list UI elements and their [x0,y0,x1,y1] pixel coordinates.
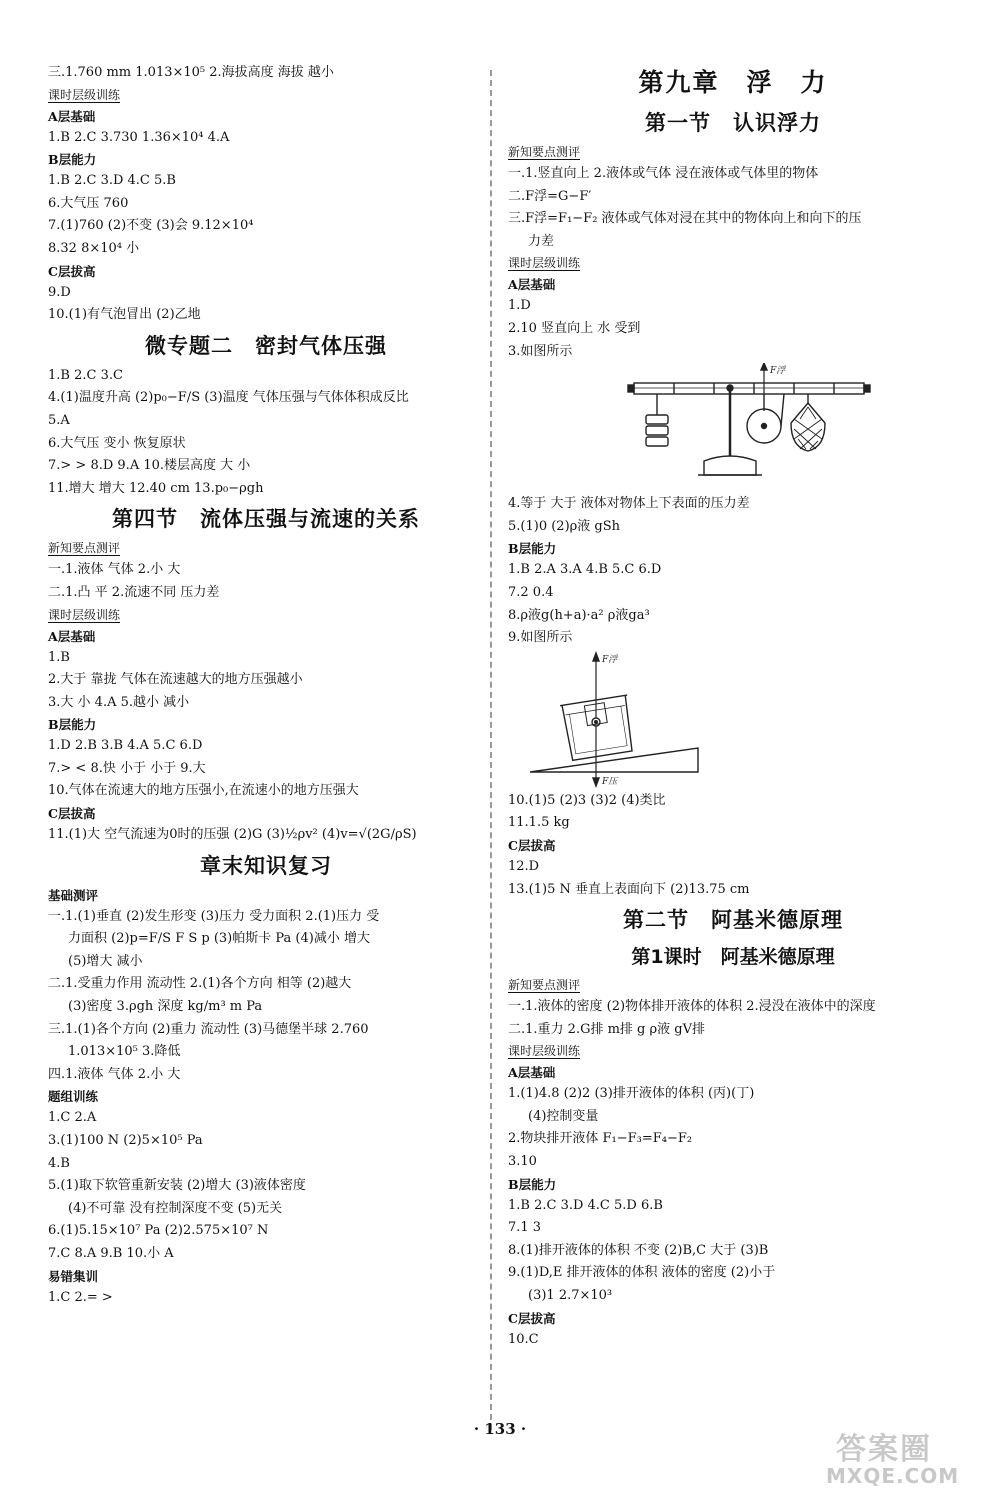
right-section-b [508,493,958,650]
answer-line: 12.D [508,858,540,874]
right-column [508,62,958,1351]
watermark [822,1420,982,1490]
section-label: B层能力 [508,541,557,557]
answer-line: 10.(1)有气泡冒出 (2)乙地 [48,307,201,323]
answer-line: 2.10 竖直向上 水 受到 [508,320,641,336]
answer-line: 7.1 3 [508,1220,542,1236]
heading: 章末知识复习 [200,853,332,878]
section-label: 课时层级训练 [48,87,121,102]
watermark-top: 答案圈 [836,1432,932,1467]
answer-line: 9.D [48,284,71,300]
answer-line: (3)密度 3.ρgh 深度 kg/m³ m Pa [68,999,263,1015]
page-number: · 133 · [473,1420,527,1438]
section-label: 新知要点测评 [508,978,581,993]
answer-line: 2.大于 靠拢 气体在流速越大的地方压强越小 [48,672,303,688]
answer-line: 6.大气压 760 [48,195,129,211]
answer-line: 1.D [508,298,531,314]
answer-line: 8.32 8×10⁴ 小 [48,240,140,256]
answer-line: 1.B 2.A 3.A 4.B 5.C 6.D [508,562,662,578]
pressure-label: F压 [602,776,618,787]
section-label: C层拔高 [508,837,556,853]
buoyancy-label: F浮 [602,654,618,665]
answer-line: (4)控制变量 [528,1108,599,1124]
answer-line: 11.(1)大 空气流速为0时的压强 (2)G (3)½ρv² (4)v=√(2G/ρS) [48,827,417,843]
answer-line: 一.1.竖直向上 2.液体或气体 浸在液体或气体里的物体 [508,166,819,181]
answer-line: (3)1 2.7×10³ [528,1288,613,1304]
answer-line: 1.B 2.C 3.C [48,367,123,383]
answer-line: 13.(1)5 N 垂直上表面向下 (2)13.75 cm [508,881,750,897]
answer-line: 二.1.重力 2.G排 m排 g ρ液 gV排 [508,1021,705,1037]
section-label: B层能力 [508,1176,557,1192]
answer-line: 4.B [48,1155,70,1171]
column-divider [490,70,492,1430]
answer-line: 7.> > 8.D 9.A 10.楼层高度 大 小 [48,458,251,474]
answer-line: 1.C 2.= > [48,1289,113,1305]
answer-line: 力差 [528,233,555,249]
answer-line: 4.(1)温度升高 (2)p₀−F/S (3)温度 气体压强与气体体积成反比 [48,390,409,406]
answer-line: 力面积 (2)p=F/S F S p (3)帕斯卡 Pa (4)减小 增大 [68,931,370,947]
answer-line: 1.(1)4.8 (2)2 (3)排开液体的体积 (丙)(丁) [508,1086,755,1102]
answer-line: 3.10 [508,1154,537,1170]
answer-line: 8.ρ液g(h+a)·a² ρ液ga³ [508,607,650,623]
answer-line: 7.2 0.4 [508,584,554,600]
answer-line: 7.> < 8.快 小于 小于 9.大 [48,760,206,776]
answer-line: 一.1.液体的密度 (2)物体排开液体的体积 2.浸没在液体中的深度 [508,999,876,1015]
answer-line: 6.大气压 变小 恢复原状 [48,435,186,451]
section-label: 基础测评 [48,887,99,903]
answer-line: 7.(1)760 (2)不变 (3)会 9.12×10⁴ [48,218,254,234]
section-label: 课时层级训练 [508,1044,581,1059]
right-section-c [508,790,958,1352]
heading: 第一节 认识浮力 [645,111,821,135]
heading: 第四节 流体压强与流速的关系 [112,507,420,532]
section-label: 新知要点测评 [508,145,581,159]
beaker [562,695,634,760]
answer-line: 11.增大 增大 12.40 cm 13.p₀−ρgh [48,480,264,496]
section-label: 新知要点测评 [48,541,121,556]
answer-line: 11.1.5 kg [508,815,570,831]
answer-line: 3.如图所示 [508,343,573,359]
section-label: A层基础 [508,277,556,293]
answer-line: 2.物块排开液体 F₁−F₃=F₄−F₂ [508,1131,693,1147]
net-ball [791,403,825,451]
answer-line: 1.B 2.C 3.730 1.36×10⁴ 4.A [48,129,230,145]
answer-line: 二.1.凸 平 2.流速不同 压力差 [48,584,220,600]
answer-line: 3.大 小 4.A 5.越小 减小 [48,694,190,710]
heading: 第九章 浮 力 [638,68,828,97]
answer-line: (4)不可靠 没有控制深度不变 (5)无关 [68,1200,283,1216]
answer-line: 4.等于 大于 液体对物体上下表面的压力差 [508,496,750,512]
watermark-bottom: MXQE.COM [826,1464,960,1488]
lever-beam [634,383,864,394]
answer-line: 二.F浮=G−F′ [508,188,592,204]
section-label: A层基础 [508,1065,556,1081]
answer-line: 5.(1)0 (2)ρ液 gSh [508,518,621,534]
answer-line: 二.1.受重力作用 流动性 2.(1)各个方向 相等 (2)越大 [48,976,352,992]
beaker-incline-figure [508,650,958,790]
section-label: B层能力 [48,152,97,168]
answer-line: 1.D 2.B 3.B 4.A 5.C 6.D [48,738,203,754]
answer-line: 3.(1)100 N (2)5×10⁵ Pa [48,1133,203,1148]
answer-line: 10.气体在流速大的地方压强小,在流速小的地方压强大 [48,783,359,799]
heading: 第1课时 阿基米德原理 [631,946,835,969]
heading: 微专题二 密封气体压强 [145,333,387,358]
answer-line: 三.1.760 mm 1.013×10⁵ 2.海拔高度 海拔 越小 [48,65,334,80]
section-label: 易错集训 [48,1268,99,1284]
lever-balance-figure [508,363,958,493]
answer-line: 7.C 8.A 9.B 10.小 A [48,1245,174,1261]
right-section-a [508,62,958,363]
section-label: C层拔高 [508,1310,556,1326]
answer-line: 10.(1)5 (2)3 (3)2 (4)类比 [508,792,666,808]
balance-base [704,456,756,475]
answer-line: 1.B [48,649,70,665]
section-label: 课时层级训练 [508,256,581,271]
answer-line: 6.(1)5.15×10⁷ Pa (2)2.575×10⁷ N [48,1223,269,1239]
section-label: 课时层级训练 [48,607,121,622]
answer-line: 10.C [508,1331,539,1347]
section-label: A层基础 [48,628,96,644]
heading: 第二节 阿基米德原理 [623,908,843,933]
section-label: 题组训练 [48,1089,99,1105]
section-label: A层基础 [48,108,96,124]
answer-line: 三.F浮=F₁−F₂ 液体或气体对浸在其中的物体向上和向下的压 [508,211,862,227]
left-column [48,62,484,1309]
float-force-label: F浮 [770,366,786,377]
answer-line: 9.如图所示 [508,630,573,646]
answer-line: 8.(1)排开液体的体积 不变 (2)B,C 大于 (3)B [508,1242,769,1258]
section-label: C层拔高 [48,263,96,279]
answer-line: (5)增大 减小 [68,953,143,969]
answer-line: 三.1.(1)各个方向 (2)重力 流动性 (3)马德堡半球 2.760 [48,1021,369,1037]
section-label: B层能力 [48,717,97,733]
answer-line: 1.013×10⁵ 3.降低 [68,1044,181,1060]
answer-line: 四.1.液体 气体 2.小 大 [48,1066,181,1082]
answer-line: 1.C 2.A [48,1110,97,1126]
answer-line: 5.A [48,412,70,428]
section-label: C层拔高 [48,806,96,822]
answer-line: 1.B 2.C 3.D 4.C 5.B [48,173,176,189]
answer-line: 一.1.液体 气体 2.小 大 [48,562,181,578]
answer-line: 9.(1)D,E 排开液体的体积 液体的密度 (2)小于 [508,1265,776,1281]
answer-line: 一.1.(1)垂直 (2)发生形变 (3)压力 受力面积 2.(1)压力 受 [48,908,380,924]
answer-line: 1.B 2.C 3.D 4.C 5.D 6.B [508,1197,663,1213]
answer-line: 5.(1)取下软管重新安装 (2)增大 (3)液体密度 [48,1178,306,1194]
